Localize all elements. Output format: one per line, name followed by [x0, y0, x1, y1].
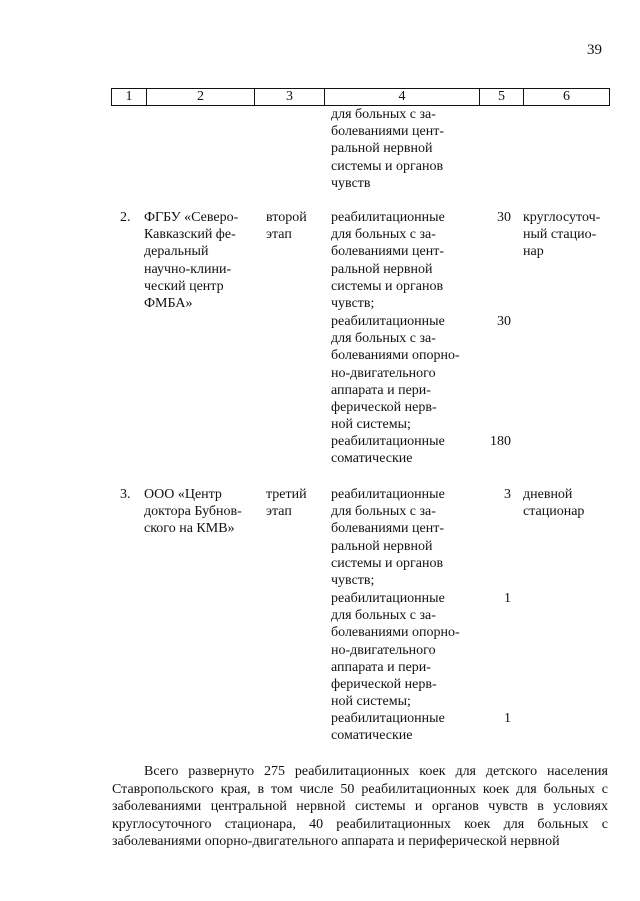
row3-beds-2: 1: [504, 591, 511, 606]
row2-beds-3: 180: [490, 434, 511, 449]
row3-mode: дневной стационар: [523, 487, 585, 520]
row2-organization: ФГБУ «Северо- Кавказский фе- деральный научно-клини- ческий центр ФМБА»: [144, 210, 239, 312]
row2-beds-2: 30: [497, 314, 511, 329]
summary-paragraph: Всего развернуто 275 реабилитационных коек для детского населения Ставропольского края, в том числе 50 реабилитационных коек для больных с заболеваниями центральной нервной системы и органов чувств в условиях круглосуточного стационара, 40 реабилитационных коек для больных с заболеваниями опорно-двигательного аппарата и периферической нервной: [112, 764, 608, 850]
row3-profile-2: реабилитационные для больных с за- болеваниями опорно- но-двигательного аппарата и пери- ферической нерв- ной системы;: [331, 591, 460, 710]
row3-beds-3: 1: [504, 711, 511, 726]
header-col-1: 1: [112, 89, 147, 106]
row3-beds-1: 3: [504, 487, 511, 502]
page-number: 39: [587, 42, 602, 58]
header-col-3: 3: [255, 89, 325, 106]
table-header: [111, 88, 610, 106]
header-row: [112, 89, 610, 106]
row2-profile-3: реабилитационные соматические: [331, 434, 445, 467]
header-col-4: 4: [325, 89, 480, 106]
row3-profile-1: реабилитационные для больных с за- болеваниями цент- ральной нервной системы и органов чувств;: [331, 487, 445, 589]
row2-stage: второй этап: [266, 210, 307, 243]
row2-beds-1: 30: [497, 210, 511, 225]
row3-organization: ООО «Центр доктора Бубнов- ского на КМВ»: [144, 487, 242, 537]
header-col-2: 2: [147, 89, 255, 106]
row2-profile-1: реабилитационные для больных с за- болеваниями цент- ральной нервной системы и органов чувств;: [331, 210, 445, 312]
row2-number: 2.: [120, 210, 131, 225]
row3-stage: третий этап: [266, 487, 307, 520]
row2-mode: круглосуточ- ный стацио- нар: [523, 210, 601, 260]
header-col-5: 5: [480, 89, 524, 106]
continued-profile: для больных с за- болеваниями цент- ральной нервной системы и органов чувств: [331, 107, 445, 191]
row3-number: 3.: [120, 487, 131, 502]
header-col-6: 6: [524, 89, 610, 106]
row2-profile-2: реабилитационные для больных с за- болеваниями опорно- но-двигательного аппарата и пери- ферической нерв- ной системы;: [331, 314, 460, 433]
row3-profile-3: реабилитационные соматические: [331, 711, 445, 744]
